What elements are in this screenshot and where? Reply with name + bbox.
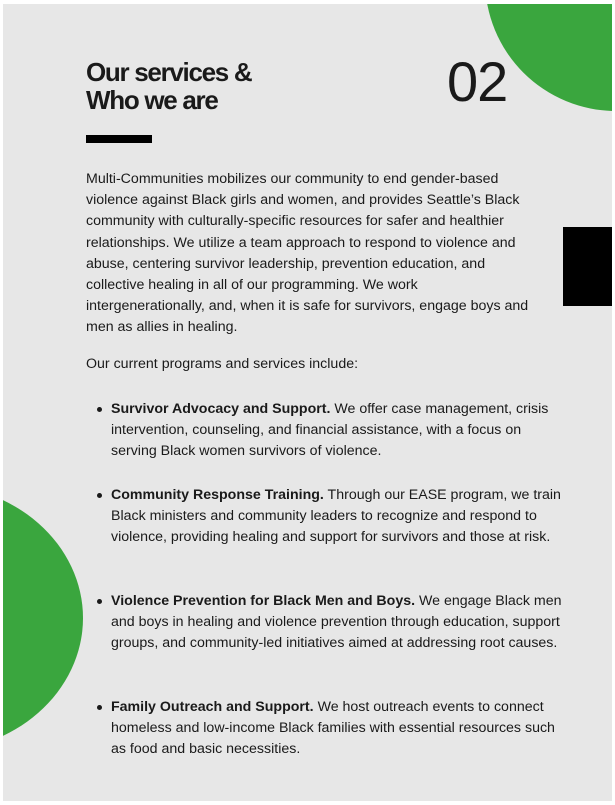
programs-lead: Our current programs and services include: — [86, 356, 359, 372]
page-title-line-2: Who we are — [86, 85, 218, 115]
service-title: Violence Prevention for Black Men and Boys. — [111, 593, 416, 609]
page-number: 02 — [447, 50, 508, 113]
service-item-prevention — [86, 591, 566, 655]
bullet-icon — [97, 599, 102, 604]
intro-paragraph: Multi-Communities mobilizes our community to end gender-based violence against Black girls and women, and provides Seattle’s Black community with culturally-specific resources for safer and healthier relationships. We utilize a team approach to respond to violence and abuse, centering survivor leadership, prevention education, and collective healing in all of our programming. We work intergenerationally, and, when it is safe for survivors, engage boys and men as allies in healing. — [86, 171, 529, 336]
title-underline-bar — [86, 135, 152, 143]
service-description: We engage Black men and boys in healing and violence prevention through education, support groups, and community-led initiatives aimed at addressing root causes. — [111, 593, 562, 652]
document-page — [3, 4, 612, 801]
service-description: Through our EASE program, we train Black ministers and community leaders to recognize and respond to violence, providing healing and support for survivors and those at risk. — [111, 487, 561, 546]
service-text — [111, 591, 566, 655]
bullet-icon — [97, 705, 102, 710]
bullet-icon — [97, 407, 102, 412]
service-title: Family Outreach and Support. — [111, 699, 314, 715]
service-item-advocacy — [86, 399, 566, 463]
decorative-black-block — [563, 227, 612, 306]
bullet-icon — [97, 493, 102, 498]
service-text — [111, 485, 566, 549]
service-text — [111, 399, 566, 463]
service-description: We host outreach events to connect homeless and low-income Black families with essential resources such as food and basic necessities. — [111, 699, 555, 758]
service-item-outreach — [86, 697, 566, 761]
service-item-training — [86, 485, 566, 549]
decorative-green-circle-left — [3, 484, 83, 752]
service-text — [111, 697, 566, 761]
page-title — [86, 58, 251, 114]
service-description: We offer case management, crisis intervention, counseling, and financial assistance, with a focus on serving Black women survivors of violence. — [111, 401, 549, 460]
page-title-line-1: Our services & — [86, 57, 252, 87]
service-title: Survivor Advocacy and Support. — [111, 401, 331, 417]
service-title: Community Response Training. — [111, 487, 324, 503]
